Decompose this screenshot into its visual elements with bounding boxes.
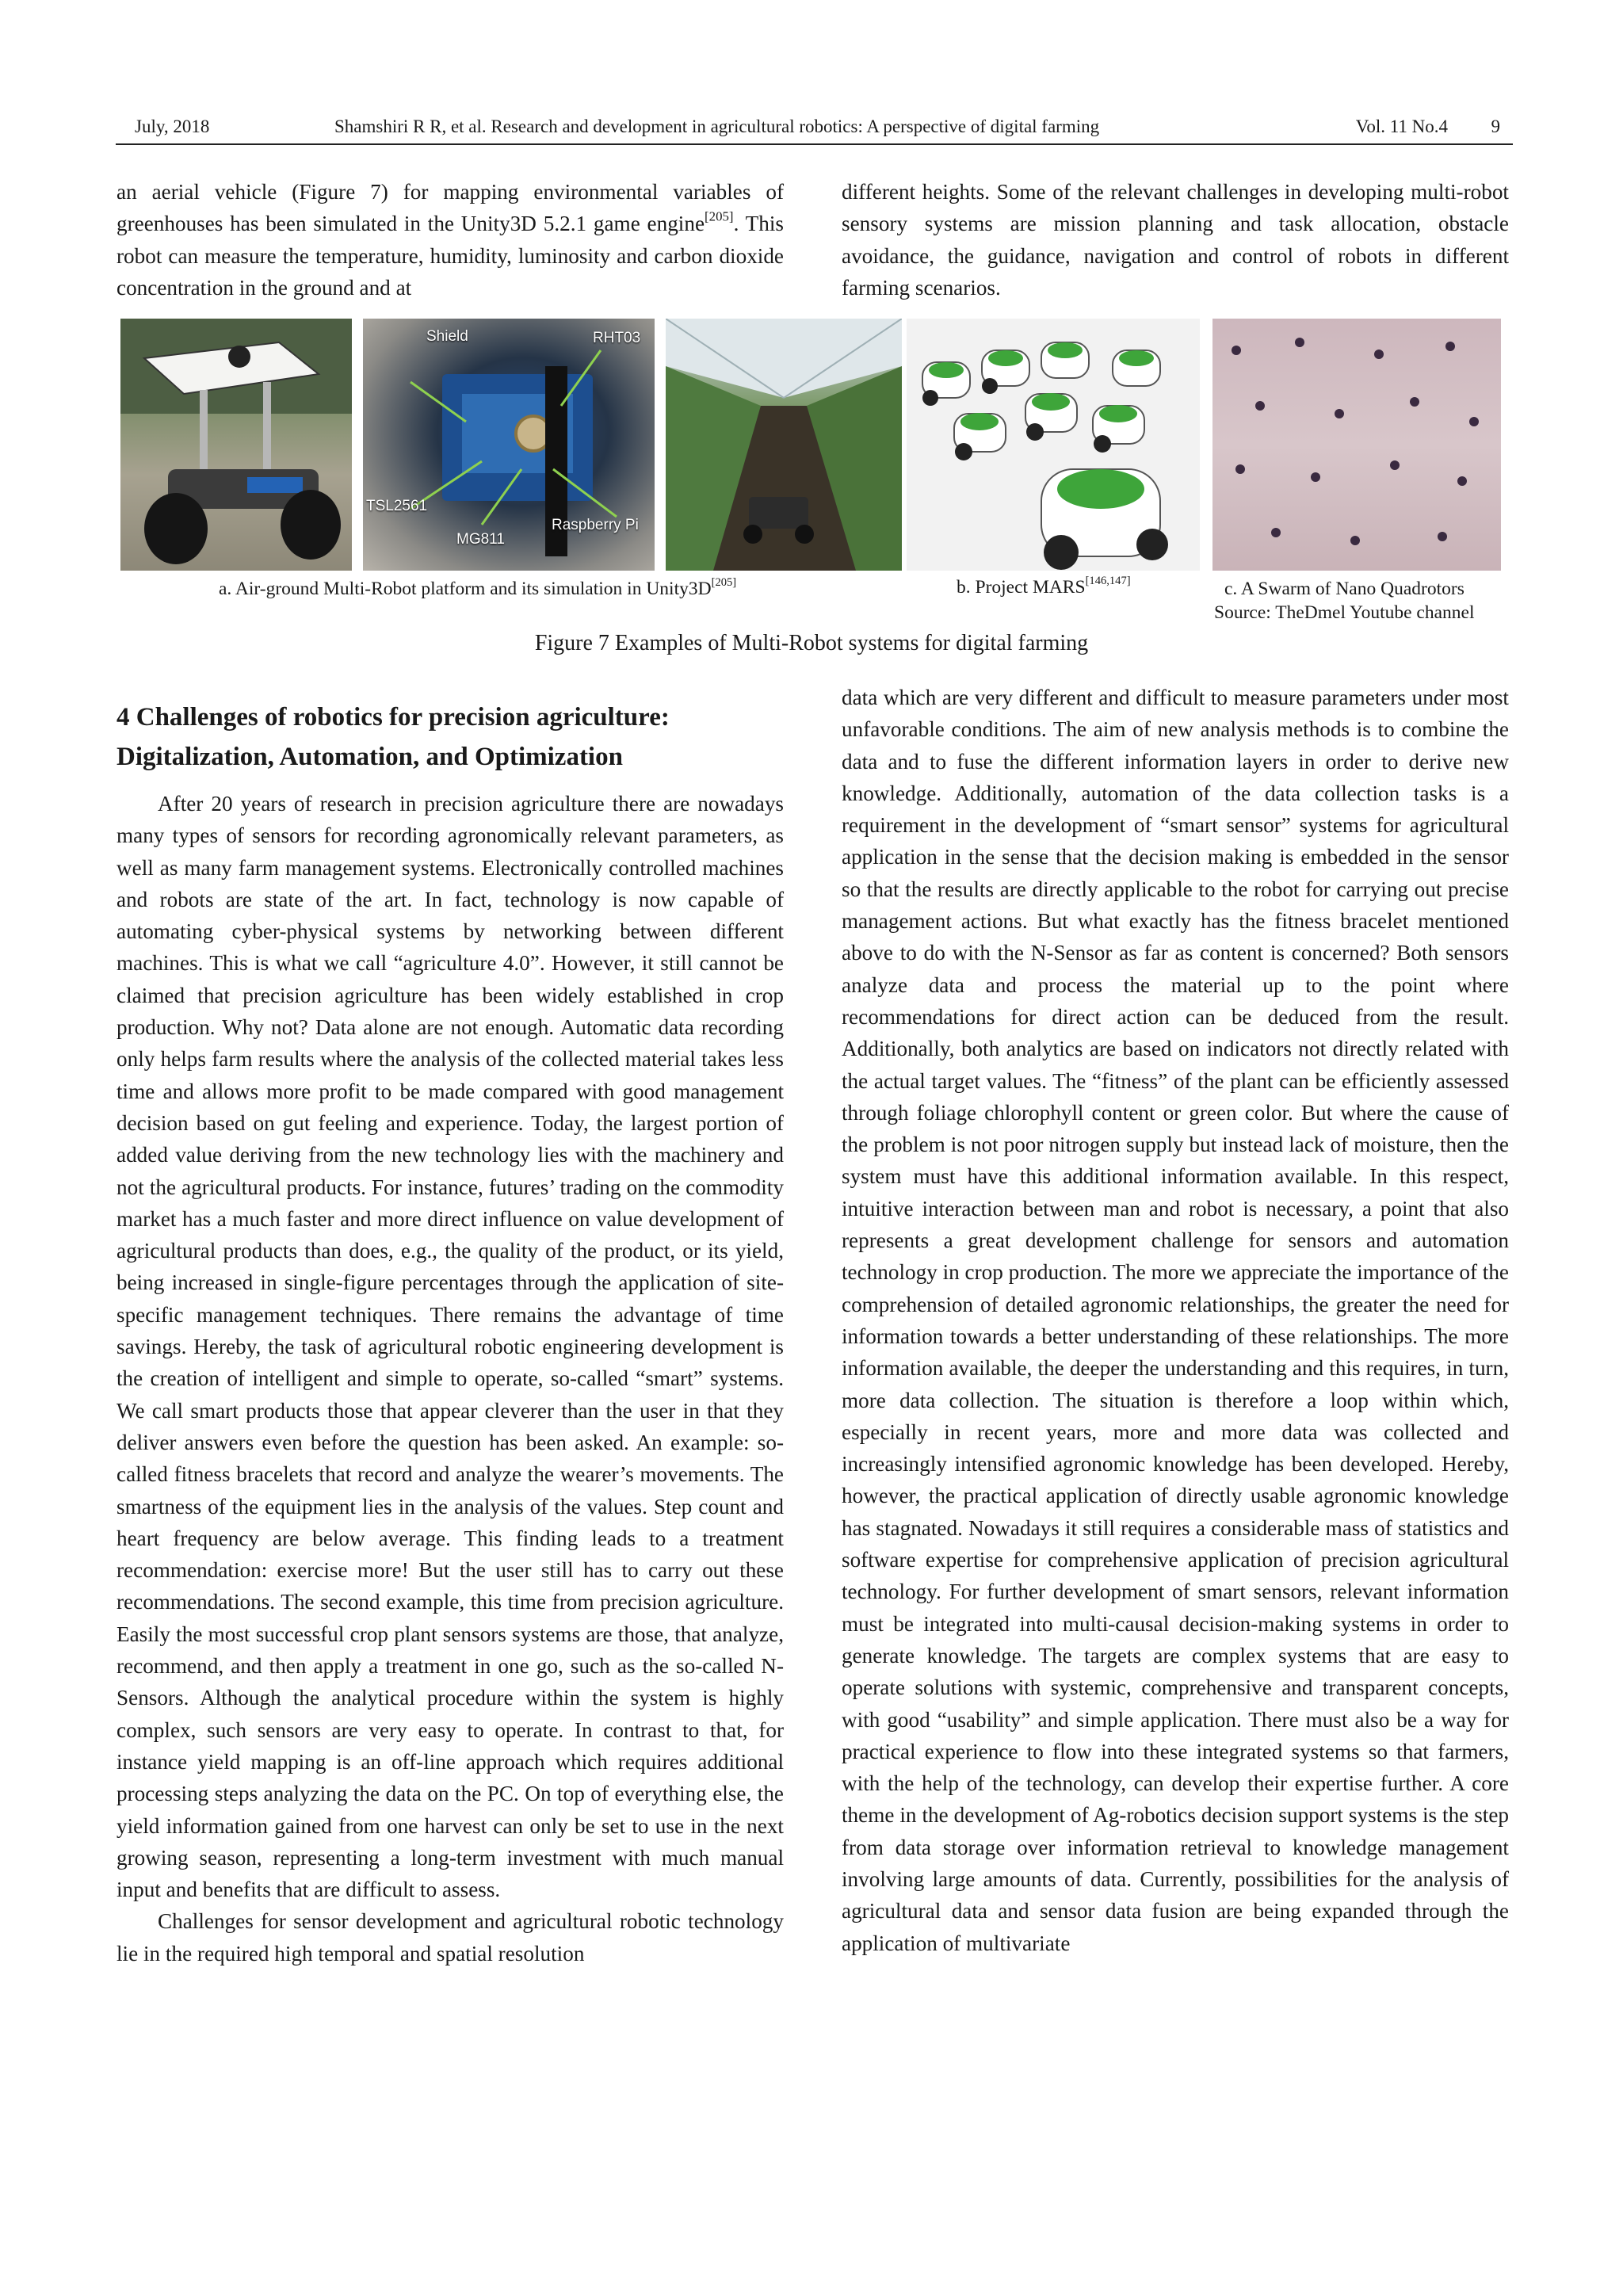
label-tsl2561: TSL2561 [366, 498, 428, 514]
header-volume: Vol. 11 No.4 [1355, 117, 1448, 136]
running-header [116, 115, 1513, 145]
label-shield: Shield [426, 328, 468, 345]
figure-photo-project-mars [907, 319, 1200, 571]
top-left-text-a: an aerial vehicle (Figure 7) for mapping environmental variables of greenhouses has been simulated in the Unity3D 5.2.1 game engine [116, 180, 784, 236]
body-paragraph: After 20 years of research in precision agriculture there are nowadays many types of sensors for recording agronomically relevant parameters, as well as many farm management systems. Electronically controlled machines and robots are state of the art. In fact, technology is now capable of automating cyber-physical systems by networking between different machines. This is what we call “agriculture 4.0”. However, it still cannot be claimed that precision agriculture has been widely established in crop production. Why not? Data alone are not enough. Automatic data recording only helps farm results where the analysis of the collected material takes less time and allows more profit to be made compared with good management decision based on gut feeling and experience. Today, the largest portion of added value deriving from the new technology lies with the machinery and not the agricultural products. For instance, futures’ trading on the commodity market has a much faster and more direct influence on value development of agricultural products than does, e.g., the quality of the product, or its yield, being increased in single-figure percentages through the application of site-specific management techniques. There remains the advantage of time savings. Hereby, the task of agricultural robotic engineering development is the creation of intelligent and simple to operate, so-called “smart” systems. We call smart products those that appear cleverer than the user in that they deliver answers even before the question has been asked. An example: so-called fitness bracelets that record and analyze the wearer’s movements. The smartness of the equipment lies in the analysis of the values. Step count and heart frequency are below average. This finding leads to a treatment recommendation: exercise more! But the user still has to carry out these recommendations. The second example, this time from precision agriculture. Easily the most successful crop plant sensors systems are those, that analyze, recommend, and then apply a treatment in one go, such as the so-called N-Sensors. Although the analytical procedure within the system is highly complex, such sensors are very easy to operate. In contrast to that, for instance yield mapping is an off-line approach which requires additional processing steps analyzing the data on the PC. On top of everything else, the yield information gained from one harvest can only be set to use in the next growing season, representing a long-term investment with much manual input and benefits that are difficult to assess. [116, 792, 784, 1902]
figure-caption: Figure 7 Examples of Multi-Robot systems for digital farming [534, 631, 1089, 655]
label-rht03: RHT03 [593, 330, 641, 346]
caption-b-text: b. Project MARS [957, 577, 1086, 598]
top-left-paragraph [116, 176, 784, 304]
caption-subfigure-c-source: Source: TheDmel Youtube channel [1214, 602, 1475, 623]
caption-a-text: a. Air-ground Multi-Robot platform and its simulation in Unity3D [219, 579, 712, 599]
figure-photo-nano-quadrotor-swarm [1212, 319, 1501, 571]
quadrotor-swarm-illustration [1212, 319, 1501, 571]
top-left-column [116, 176, 784, 304]
mars-robots-illustration [907, 319, 1200, 571]
citation-ref: [205] [705, 208, 734, 224]
caption-subfigure-b [957, 577, 1131, 598]
bottom-left-column [116, 697, 784, 1969]
greenhouse-illustration [666, 319, 902, 571]
header-page-number: 9 [1491, 117, 1500, 136]
section-heading: 4 Challenges of robotics for precision agriculture: Digitalization, Automation, and Optimization [116, 703, 670, 771]
figure-photo-sensor-board [363, 319, 655, 571]
caption-b-ref: [146,147] [1085, 575, 1131, 588]
header-date: July, 2018 [135, 117, 210, 136]
body-paragraph: Challenges for sensor development and agricultural robotic technology lie in the required high temporal and spatial resolution [116, 1909, 784, 1966]
caption-subfigure-c: c. A Swarm of Nano Quadrotors [1224, 579, 1465, 599]
label-mg811: MG811 [456, 531, 505, 548]
body-paragraph: data which are very different and difficult to measure parameters under most unfavorable conditions. The aim of new analysis methods is to combine the data and to fuse the different information layers in order to derive new knowledge. Additionally, automation of the data collection tasks is a requirement in the development of “smart sensor” systems for agricultural application in the sense that the decision making is embedded in the sensor so that the results are directly applicable to the robot for carrying out precise management actions. But what exactly has the fitness bracelet mentioned above to do with the N-Sensor as far as content is concerned? Both sensors analyze data and process the material up to the point where recommendations for direct action can be deduced from the result. Additionally, both analytics are based on indicators not directly related with the actual target values. The “fitness” of the plant can be efficiently assessed through foliage chlorophyll content or green color. But where the cause of the problem is not poor nitrogen supply but instead lack of moisture, then the system must have this additional information available. In this respect, intuitive interaction between man and robot is necessary, a point that also represents a great development challenge for sensors and automation technology in crop production. The more we appreciate the importance of the comprehension of detailed agronomic relationships, the greater the need for information towards a better understanding of these relationships. The more information available, the deeper the understanding and this requires, in turn, more data collection. The situation is therefore a loop within which, especially in recent years, more and more data was collected and increasingly intensified agronomic knowledge has been developed. Hereby, however, the practical application of directly usable agronomic knowledge has stagnated. Nowadays it still requires a considerable mass of statistics and software expertise for comprehensive application of precision agricultural technology. For further development of smart sensors, relevant information must be integrated into multi-causal decision-making systems in order to generate knowledge. The targets are complex systems that are easy to operate solutions with systemic, comprehensive and transparent concepts, with good “usability” and simple application. There must also be a way for practical experience to flow into these integrated systems so that farmers, with the help of the technology, can develop their expertise further. A core theme in the development of Ag-robotics decision support systems is the step from data storage over information retrieval to knowledge management involving large amounts of data. Currently, possibilities for the analysis of agricultural data and sensor data fusion are being expanded through the application of multivariate [842, 686, 1510, 1955]
top-right-paragraph: different heights. Some of the relevant challenges in developing multi-robot sensory systems are mission planning and task allocation, obstacle avoidance, the guidance, navigation and control of robots in different farming scenarios. [842, 180, 1509, 300]
top-right-column [842, 176, 1509, 304]
figure-photo-greenhouse-simulation [666, 319, 902, 571]
figure-photo-air-ground-robot [120, 319, 352, 571]
header-authors-title: Shamshiri R R, et al. Research and development in agricultural robotics: A perspective of digital farming [334, 117, 1100, 136]
top-left-text-b: . This robot can measure the temperature, humidity, luminosity and carbon dioxide concentration in the ground and at [116, 212, 784, 300]
caption-a-ref: [205] [711, 576, 737, 590]
robot-illustration [120, 319, 352, 571]
bottom-right-column [842, 682, 1509, 1959]
caption-subfigure-a [219, 576, 737, 600]
label-raspberry-pi: Raspberry Pi [552, 517, 639, 533]
